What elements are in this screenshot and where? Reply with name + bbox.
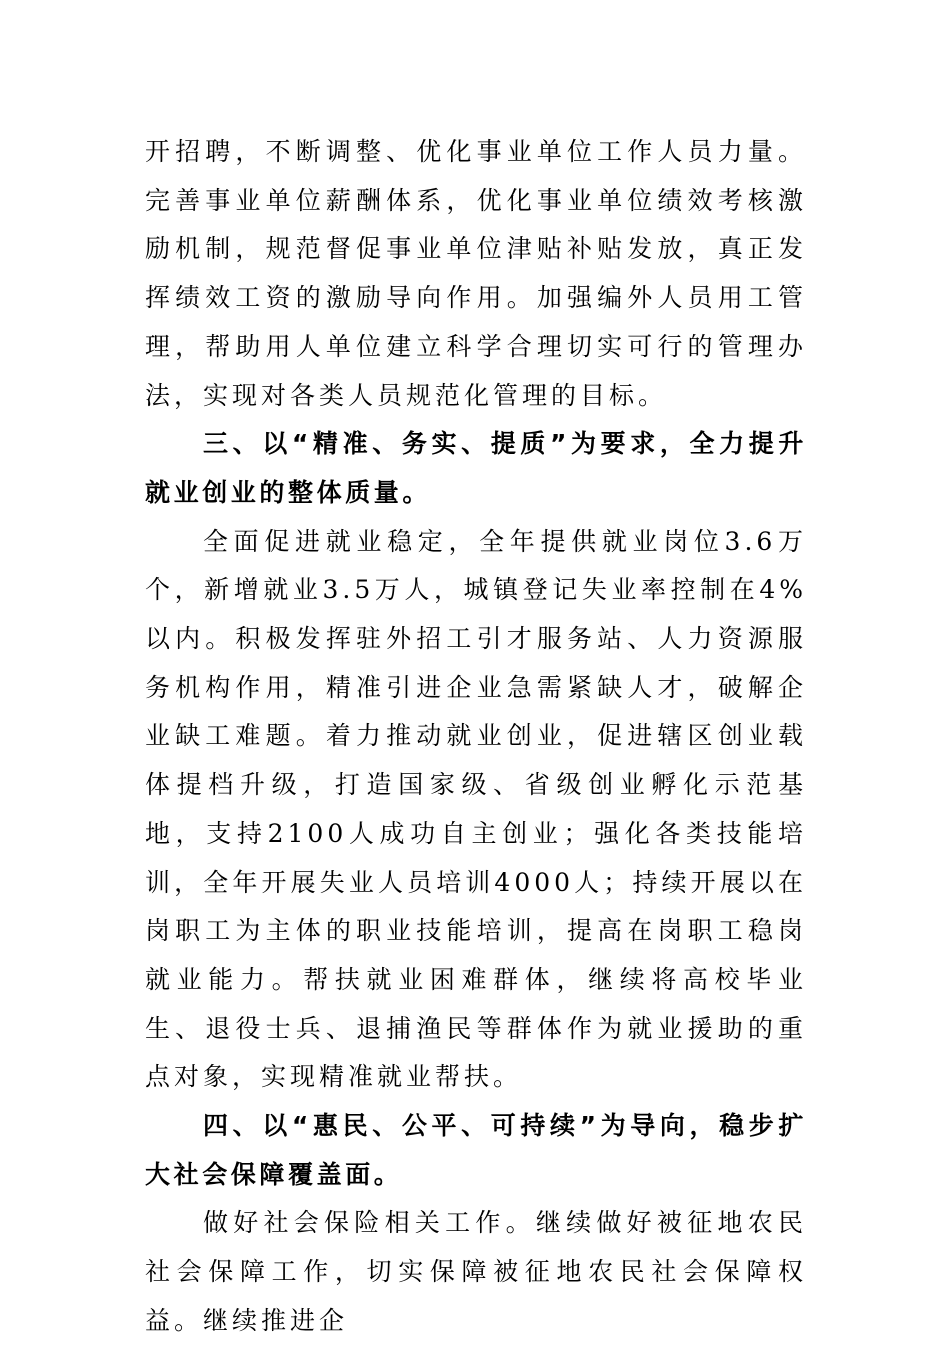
section-heading-3: 三、以“精准、务实、提质”为要求，全力提升就业创业的整体质量。: [145, 429, 807, 507]
body-paragraph-1: 开招聘，不断调整、优化事业单位工作人员力量。完善事业单位薪酬体系，优化事业单位绩效考核激励机制，规范督促事业单位津贴补贴发放，真正发挥绩效工资的激励导向作用。加强编外人员用工管理，帮助用人单位建立科学合理切实可行的管理办法，实现对各类人员规范化管理的目标。: [145, 137, 807, 410]
body-paragraph-3: 做好社会保险相关工作。继续做好被征地农民社会保障工作，切实保障被征地农民社会保障权益。继续推进企: [145, 1208, 807, 1335]
section-heading-4: 四、以“惠民、公平、可持续”为导向，稳步扩大社会保障覆盖面。: [145, 1111, 807, 1189]
body-paragraph-2: 全面促进就业稳定，全年提供就业岗位3.6万个，新增就业3.5万人，城镇登记失业率控制在4%以内。积极发挥驻外招工引才服务站、人力资源服务机构作用，精准引进企业急需紧缺人才，破解企业缺工难题。着力推动就业创业，促进辖区创业载体提档升级，打造国家级、省级创业孵化示范基地，支持2100人成功自主创业；强化各类技能培训，全年开展失业人员培训4000人；持续开展以在岗职工为主体的职业技能培训，提高在岗职工稳岗就业能力。帮扶就业困难群体，继续将高校毕业生、退役士兵、退捕渔民等群体作为就业援助的重点对象，实现精准就业帮扶。: [145, 526, 807, 1092]
document-page: [145, 128, 807, 1346]
